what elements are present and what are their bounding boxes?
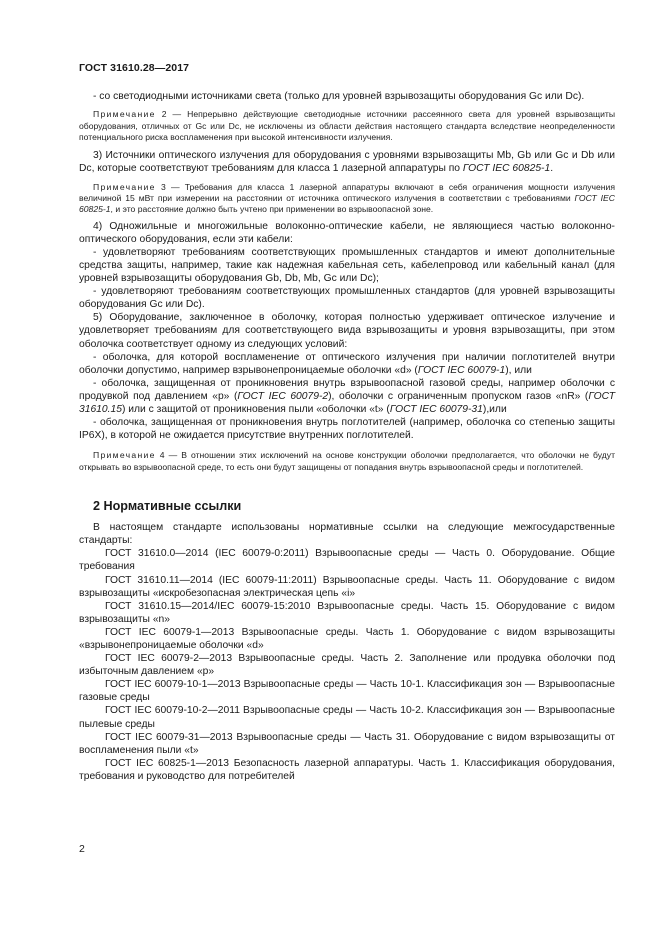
standard-reference: ГОСТ 31610.15 bbox=[79, 390, 615, 416]
page-number: 2 bbox=[79, 843, 85, 855]
note-3-text-end: , и это расстояние должно быть учтено при применении во взрывоопасной зоне. bbox=[110, 204, 434, 215]
document-body bbox=[79, 90, 615, 783]
standard-reference: ГОСТ IEC 60079-2 bbox=[237, 390, 329, 402]
item-5-sub-1-text: - оболочка, для которой воспламенение от оптического излучения при наличии поглотителей внутри оболочки допустимо, например взрывонепроницаемые оболочки «d» ( bbox=[79, 351, 615, 376]
paragraph-item-5: 5) Оборудование, заключенное в оболочку, которая полностью удерживает оптическое излучение и удовлетворяет требованиям для соответствующего вида взрывозащиты и уровня взрывозащиты, при этом оболочка соответствует одному из следующих условий: bbox=[79, 312, 615, 350]
reference-item: ГОСТ 31610.11—2014 (IEC 60079-11:2011) Взрывоопасные среды. Часть 11. Оборудование с видом взрывозащиты «искробезопасная электрическая цепь «i» bbox=[79, 574, 615, 599]
paragraph-item-4: 4) Одножильные и многожильные волоконно-оптические кабели, не являющиеся частью волоконно-оптического оборудования, если эти кабели: bbox=[79, 220, 615, 245]
item-5-sub-2-text-b: ), оболочки с ограниченным пропуском газов «nR» ( bbox=[328, 390, 589, 402]
reference-item: ГОСТ 31610.0—2014 (IEC 60079-0:2011) Взрывоопасные среды — Часть 0. Оборудование. Общие требования bbox=[79, 548, 615, 573]
item-3-text: 3) Источники оптического излучения для оборудования с уровнями взрывозащиты Mb, Gb или Gc и Db или Dc, которые соответствуют требованиям для класса 1 лазерной аппаратуры по bbox=[79, 150, 615, 175]
item-3-end: . bbox=[550, 163, 554, 175]
standard-reference: ГОСТ IEC 60079-1 bbox=[417, 364, 506, 376]
note-4-text: 4 — В отношении этих исключений на основе конструкции оболочки предполагается, что оболочки не будут открывать во взрывоопасной среде, то есть они будут защищены от попадания внутрь взрывоопасной среды и поглотителей. bbox=[79, 450, 616, 472]
item-5-sub-2-text-c: ) или с защитой от проникновения пыли «оболочки «t» ( bbox=[121, 404, 390, 416]
section-2-intro: В настоящем стандарте использованы нормативные ссылки на следующие межгосударственные стандарты: bbox=[79, 522, 615, 547]
reference-item: ГОСТ 31610.15—2014/IEC 60079-15:2010 Взрывоопасные среды. Часть 15. Оборудование с видом взрывозащиты «n» bbox=[79, 600, 615, 625]
reference-item: ГОСТ IEC 60079-2—2013 Взрывоопасные среды. Часть 2. Заполнение или продувка оболочки под избыточным давлением «р» bbox=[79, 653, 615, 678]
standard-reference: ГОСТ IEC 60825-1 bbox=[462, 163, 551, 175]
standard-reference: ГОСТ IEC 60825-1 bbox=[79, 192, 615, 215]
note-label: Примечание bbox=[93, 181, 156, 192]
reference-item: ГОСТ IEC 60079-10-1—2013 Взрывоопасные среды — Часть 10-1. Классификация зон — Взрывоопасные газовые среды bbox=[79, 679, 615, 704]
item-5-sub-2-text: - оболочка, защищенная от проникновения внутрь взрывоопасной газовой среды, например оболочки с продувкой под давлением «р» ( bbox=[79, 377, 615, 402]
paragraph-item-4-sub-2: - удовлетворяют требованиям соответствующих промышленных стандартов (для уровней взрывозащиты оборудования Gc или Dc). bbox=[79, 286, 615, 311]
standard-reference: ГОСТ IEC 60079-31 bbox=[389, 404, 483, 416]
paragraph-item-5-sub-2 bbox=[79, 377, 615, 416]
note-2 bbox=[79, 109, 615, 143]
note-label: Примечание bbox=[93, 109, 156, 120]
paragraph-item-4-sub-1: - удовлетворяют требованиям соответствующих промышленных стандартов и имеют дополнительные средства защиты, например, такие как надежная кабельная сеть, кабелепровод или кабельный канал (для уровней взрывозащиты оборудования Gb, Db, Mb, Gc или Dc); bbox=[79, 246, 615, 285]
section-2-heading: 2 Нормативные ссылки bbox=[93, 499, 242, 514]
note-label: Примечание bbox=[93, 450, 156, 461]
reference-item: ГОСТ IEC 60079-1—2013 Взрывоопасные среды. Часть 1. Оборудование с видом взрывозащиты «взрывонепроницаемые оболочки «d» bbox=[79, 626, 615, 651]
paragraph-led-sources: - со светодиодными источниками света (только для уровней взрывозащиты оборудования Gc или Dc). bbox=[93, 91, 585, 102]
note-2-text: 2 — Непрерывно действующие светодиодные источники рассеянного света для уровней взрывозащиты оборудования, отличных от Gc или Dc, не исключены из области действия настоящего стандарта вследствие неопределенности потенциального риска воспламенения при высокой интенсивности излучения. bbox=[79, 109, 615, 142]
page-header-title: ГОСТ 31610.28—2017 bbox=[79, 62, 190, 74]
paragraph-item-5-sub-3: - оболочка, защищенная от проникновения внутрь поглотителей (например, оболочка со степенью защиты IP6X), в которой не ожидается присутствие внутренних поглотителей. bbox=[79, 417, 615, 442]
note-3 bbox=[79, 182, 615, 216]
note-4 bbox=[79, 450, 615, 473]
reference-item: ГОСТ IEC 60079-31—2013 Взрывоопасные среды — Часть 31. Оборудование с видом взрывозащиты от воспламенения пыли «t» bbox=[79, 731, 615, 756]
paragraph-item-3 bbox=[79, 149, 615, 175]
item-5-sub-2-end: ),или bbox=[482, 404, 507, 416]
paragraph-item-5-sub-1 bbox=[79, 351, 615, 377]
reference-item: ГОСТ IEC 60079-10-2—2011 Взрывоопасные среды — Часть 10-2. Классификация зон — Взрывоопасные пылевые среды bbox=[79, 705, 615, 730]
reference-item: ГОСТ IEC 60825-1—2013 Безопасность лазерной аппаратуры. Часть 1. Классификация оборудования, требования и руководство для потребителей bbox=[79, 757, 615, 782]
item-5-sub-1-end: ), или bbox=[505, 364, 532, 376]
note-3-text: 3 — Требования для класса 1 лазерной аппаратуры включают в себя ограничения мощности излучения величиной 15 мВт при измерении на расстоянии от источника оптического излучения в соответствии с требованиями bbox=[79, 181, 616, 203]
